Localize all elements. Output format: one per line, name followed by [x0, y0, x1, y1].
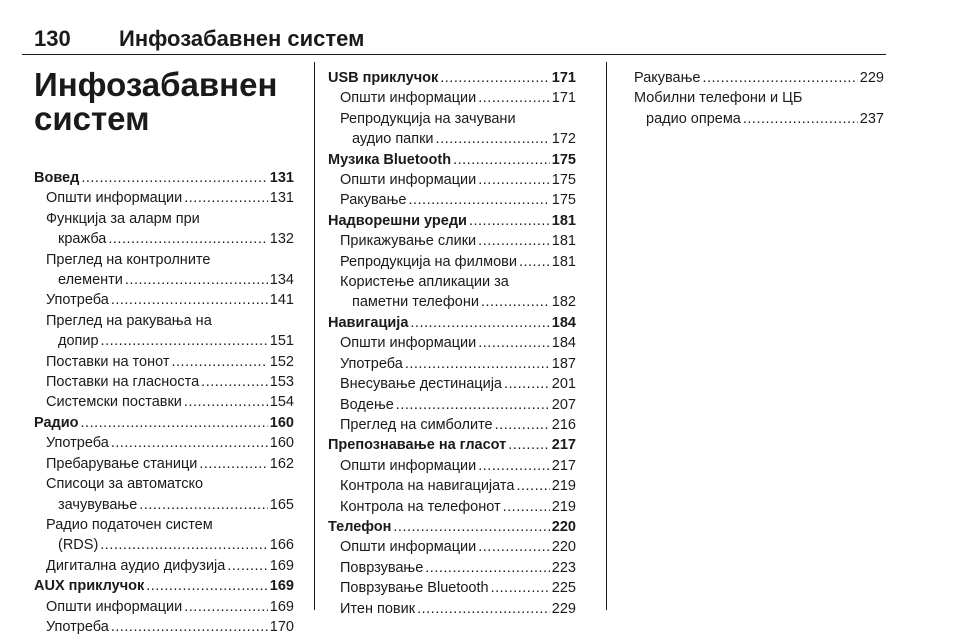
dot-leader: [453, 150, 550, 170]
toc-subentry[interactable]: [34, 597, 294, 617]
toc-subentry[interactable]: [328, 497, 576, 517]
dot-leader: [393, 517, 549, 537]
toc-section-entry[interactable]: [328, 150, 576, 170]
toc-entry-title: Употреба: [46, 435, 109, 452]
toc-subentry[interactable]: [34, 433, 294, 453]
toc-page-number: 229: [859, 70, 884, 86]
dot-leader: [125, 270, 268, 290]
header-rule: [22, 54, 886, 55]
page-header: [22, 16, 886, 54]
toc-section-entry[interactable]: [328, 435, 576, 455]
toc-entry-lead: Преглед на контролните: [46, 251, 211, 268]
toc-column-1: [34, 68, 294, 637]
dot-leader: [111, 290, 268, 310]
dot-leader: [108, 229, 267, 249]
toc-entry-title: Поврзување: [340, 559, 424, 576]
toc-entry-title: Употреба: [46, 618, 109, 635]
toc-page-number: 182: [551, 294, 576, 311]
dot-leader: [478, 88, 550, 108]
toc-page-number: 187: [551, 355, 576, 372]
toc-page-number: 225: [551, 580, 576, 597]
toc-entry-title: Контрола на навигацијата: [340, 478, 515, 495]
toc-column-2: [328, 68, 576, 619]
toc-page-number: 175: [551, 151, 576, 168]
toc-subentry[interactable]: [328, 558, 576, 578]
toc-subentry[interactable]: [328, 170, 576, 190]
page-number: 130: [34, 26, 71, 51]
toc-subentry[interactable]: [328, 333, 576, 353]
toc-subentry[interactable]: [34, 372, 294, 392]
toc-subentry[interactable]: [34, 250, 294, 291]
toc-page-number: 220: [551, 518, 576, 535]
toc-entry-title: USB приклучок: [328, 70, 439, 86]
toc-subentry[interactable]: [34, 311, 294, 352]
dot-leader: [425, 558, 550, 578]
dot-leader: [481, 292, 550, 312]
toc-page-number: 219: [551, 498, 576, 515]
toc-page-number: 220: [551, 539, 576, 556]
toc-entry-title: Употреба: [46, 292, 109, 309]
toc-page-number: 160: [269, 435, 294, 452]
dot-leader: [504, 374, 550, 394]
dot-leader: [743, 109, 858, 129]
dot-leader: [478, 333, 550, 353]
toc-page-number: 151: [269, 333, 294, 350]
toc-subentry[interactable]: [634, 68, 884, 88]
toc-subentry[interactable]: [34, 617, 294, 637]
toc-subentry[interactable]: [34, 556, 294, 576]
toc-page-number: 172: [551, 131, 576, 148]
dot-leader: [516, 476, 549, 496]
toc-entry-lead: Репродукција на зачувани: [340, 110, 516, 127]
toc-page-number: 153: [269, 374, 294, 391]
toc-entry-title: Итен повик: [340, 600, 416, 617]
toc-section-entry[interactable]: [328, 517, 576, 537]
toc-page-number: 201: [551, 376, 576, 393]
toc-entry-title: Општи информации: [340, 90, 477, 107]
toc-entry-title: Преглед на симболите: [340, 416, 493, 433]
toc-subentry[interactable]: [34, 392, 294, 412]
dot-leader: [519, 252, 550, 272]
toc-page-number: 181: [551, 233, 576, 250]
toc-page-number: 162: [269, 455, 294, 472]
dot-leader: [417, 599, 550, 619]
toc-entry-title: Поставки на гласноста: [46, 374, 200, 391]
toc-entry-title: Ракување: [340, 192, 407, 209]
dot-leader: [101, 331, 268, 351]
toc-entry-title: Поврзување Bluetooth: [340, 580, 489, 597]
toc-page-number: 219: [551, 478, 576, 495]
dot-leader: [201, 372, 268, 392]
dot-leader: [478, 231, 550, 251]
toc-entry-title: Употреба: [340, 355, 403, 372]
toc-page-number: 171: [551, 90, 576, 107]
dot-leader: [396, 395, 550, 415]
dot-leader: [410, 313, 549, 333]
toc-page-number: 184: [551, 314, 576, 331]
toc-section-entry[interactable]: [34, 168, 294, 188]
dot-leader: [491, 578, 550, 598]
toc-entries: [634, 68, 884, 129]
toc-subentry[interactable]: [328, 231, 576, 251]
toc-entry-title: Прикажување слики: [340, 233, 477, 250]
toc-page-number: 169: [269, 598, 294, 615]
toc-entries: [328, 68, 576, 619]
toc-page-number: 217: [551, 437, 576, 454]
toc-entry-title: паметни телефони: [352, 294, 479, 311]
toc-entry-title: елементи: [58, 272, 123, 289]
toc-section-entry[interactable]: [328, 313, 576, 333]
toc-page-number: 181: [551, 253, 576, 270]
toc-entry-title: Вовед: [34, 170, 80, 186]
dot-leader: [100, 535, 268, 555]
toc-entry-title: Пребарување станици: [46, 455, 198, 472]
toc-page-number: 237: [859, 110, 884, 127]
toc-entry-title: кражба: [58, 231, 107, 248]
toc-entry-title: Системски поставки: [46, 394, 182, 411]
dot-leader: [81, 413, 268, 433]
dot-leader: [111, 433, 268, 453]
toc-subentry[interactable]: [328, 415, 576, 435]
toc-section-entry[interactable]: [328, 68, 576, 88]
toc-entry-title: Надворешни уреди: [328, 212, 467, 229]
toc-entry-title: Дигитална аудио дифузија: [46, 557, 226, 574]
toc-subentry[interactable]: [328, 456, 576, 476]
toc-entry-title: допир: [58, 333, 99, 350]
toc-entry-title: Радио: [34, 414, 79, 431]
toc-page-number: 217: [551, 457, 576, 474]
toc-page-number: 166: [269, 537, 294, 554]
toc-subentry[interactable]: [34, 209, 294, 250]
toc-entries: [34, 168, 294, 637]
dot-leader: [81, 168, 267, 188]
toc-entry-title: Ракување: [634, 70, 701, 86]
toc-subentry[interactable]: [34, 290, 294, 310]
toc-page-number: 171: [551, 70, 576, 86]
toc-subentry[interactable]: [328, 537, 576, 557]
toc-page-number: 216: [551, 416, 576, 433]
dot-leader: [440, 68, 550, 88]
dot-leader: [184, 392, 268, 412]
toc-entry-title: Општи информации: [340, 539, 477, 556]
toc-page-number: 223: [551, 559, 576, 576]
toc-entry-lead: Радио податочен систем: [46, 516, 213, 533]
toc-subentry[interactable]: [328, 374, 576, 394]
toc-entry-lead: Функција за аларм при: [46, 210, 200, 227]
dot-leader: [478, 537, 550, 557]
dot-leader: [146, 576, 268, 596]
toc-page-number: 175: [551, 192, 576, 209]
toc-entry-title: Општи информации: [46, 190, 183, 207]
toc-page-number: 154: [269, 394, 294, 411]
toc-entry-title: Општи информации: [46, 598, 183, 615]
dot-leader: [184, 188, 268, 208]
dot-leader: [469, 211, 550, 231]
toc-entry-title: Внесување дестинација: [340, 376, 502, 393]
toc-entry-title: Музика Bluetooth: [328, 151, 452, 168]
toc-entry-title: Препознавање на гласот: [328, 437, 507, 454]
dot-leader: [111, 617, 268, 637]
toc-page-number: 152: [269, 353, 294, 370]
toc-section-entry[interactable]: [328, 211, 576, 231]
toc-entry-title: зачувување: [58, 496, 138, 513]
dot-leader: [405, 354, 550, 374]
toc-entry-lead: Користење апликации за: [340, 274, 509, 291]
dot-leader: [478, 170, 550, 190]
toc-entry-title: Водење: [340, 396, 394, 413]
toc-column-3: [634, 68, 884, 129]
toc-entry-title: Навигација: [328, 314, 409, 331]
toc-subentry[interactable]: [328, 599, 576, 619]
dot-leader: [702, 68, 857, 88]
toc-subentry[interactable]: [328, 354, 576, 374]
toc-entry-lead: Мобилни телефони и ЦБ: [634, 90, 803, 107]
toc-entry-title: Општи информации: [340, 457, 477, 474]
toc-page-number: 207: [551, 396, 576, 413]
toc-entry-title: Општи информации: [340, 335, 477, 352]
toc-subentry[interactable]: [634, 88, 884, 129]
toc-entry-title: Контрола на телефонот: [340, 498, 501, 515]
toc-page-number: 169: [269, 557, 294, 574]
toc-subentry[interactable]: [328, 88, 576, 108]
toc-page-number: 181: [551, 212, 576, 229]
toc-entry-title: аудио папки: [352, 131, 434, 148]
toc-page-number: 131: [269, 190, 294, 207]
toc-entry-lead: Списоци за автоматско: [46, 476, 204, 493]
toc-entry-title: Телефон: [328, 518, 392, 535]
toc-entry-title: Поставки на тонот: [46, 353, 170, 370]
dot-leader: [503, 497, 550, 517]
toc-subentry[interactable]: [328, 252, 576, 272]
toc-page-number: 170: [269, 618, 294, 635]
dot-leader: [478, 456, 550, 476]
toc-subentry[interactable]: [328, 395, 576, 415]
toc-page-number: 132: [269, 231, 294, 248]
toc-page-number: 160: [269, 414, 294, 431]
toc-page-number: 229: [551, 600, 576, 617]
toc-page-number: 175: [551, 172, 576, 189]
dot-leader: [172, 352, 268, 372]
dot-leader: [508, 435, 550, 455]
column-divider: [606, 62, 607, 610]
dot-leader: [199, 454, 267, 474]
toc-entry-title: (RDS): [58, 537, 99, 554]
toc-subentry[interactable]: [328, 578, 576, 598]
toc-page-number: 165: [269, 496, 294, 513]
dot-leader: [436, 129, 550, 149]
toc-page-number: 141: [269, 292, 294, 309]
toc-entry-title: AUX приклучок: [34, 578, 145, 595]
dot-leader: [139, 495, 268, 515]
dot-leader: [227, 556, 267, 576]
toc-section-entry[interactable]: [34, 576, 294, 596]
toc-subentry[interactable]: [328, 190, 576, 210]
toc-subentry[interactable]: [328, 109, 576, 150]
dot-leader: [495, 415, 550, 435]
toc-section-entry[interactable]: [34, 413, 294, 433]
toc-subentry[interactable]: [328, 272, 576, 313]
toc-subentry[interactable]: [328, 476, 576, 496]
dot-leader: [408, 190, 549, 210]
toc-subentry[interactable]: [34, 474, 294, 515]
toc-subentry[interactable]: [34, 454, 294, 474]
toc-subentry[interactable]: [34, 188, 294, 208]
running-title: Инфозабавнен систем: [119, 26, 365, 51]
toc-heading: Инфозабавнен систем: [34, 66, 278, 137]
toc-entry-title: радио опрема: [646, 110, 741, 127]
toc-subentry[interactable]: [34, 352, 294, 372]
column-divider: [314, 62, 315, 610]
toc-entry-title: Репродукција на филмови: [340, 253, 517, 270]
toc-page-number: 134: [269, 272, 294, 289]
toc-page-number: 169: [269, 578, 294, 595]
toc-subentry[interactable]: [34, 515, 294, 556]
toc-page-number: 184: [551, 335, 576, 352]
toc-page-number: 131: [269, 170, 294, 186]
toc-entry-title: Општи информации: [340, 172, 477, 189]
toc-entry-lead: Преглед на ракувања на: [46, 312, 212, 329]
dot-leader: [184, 597, 268, 617]
